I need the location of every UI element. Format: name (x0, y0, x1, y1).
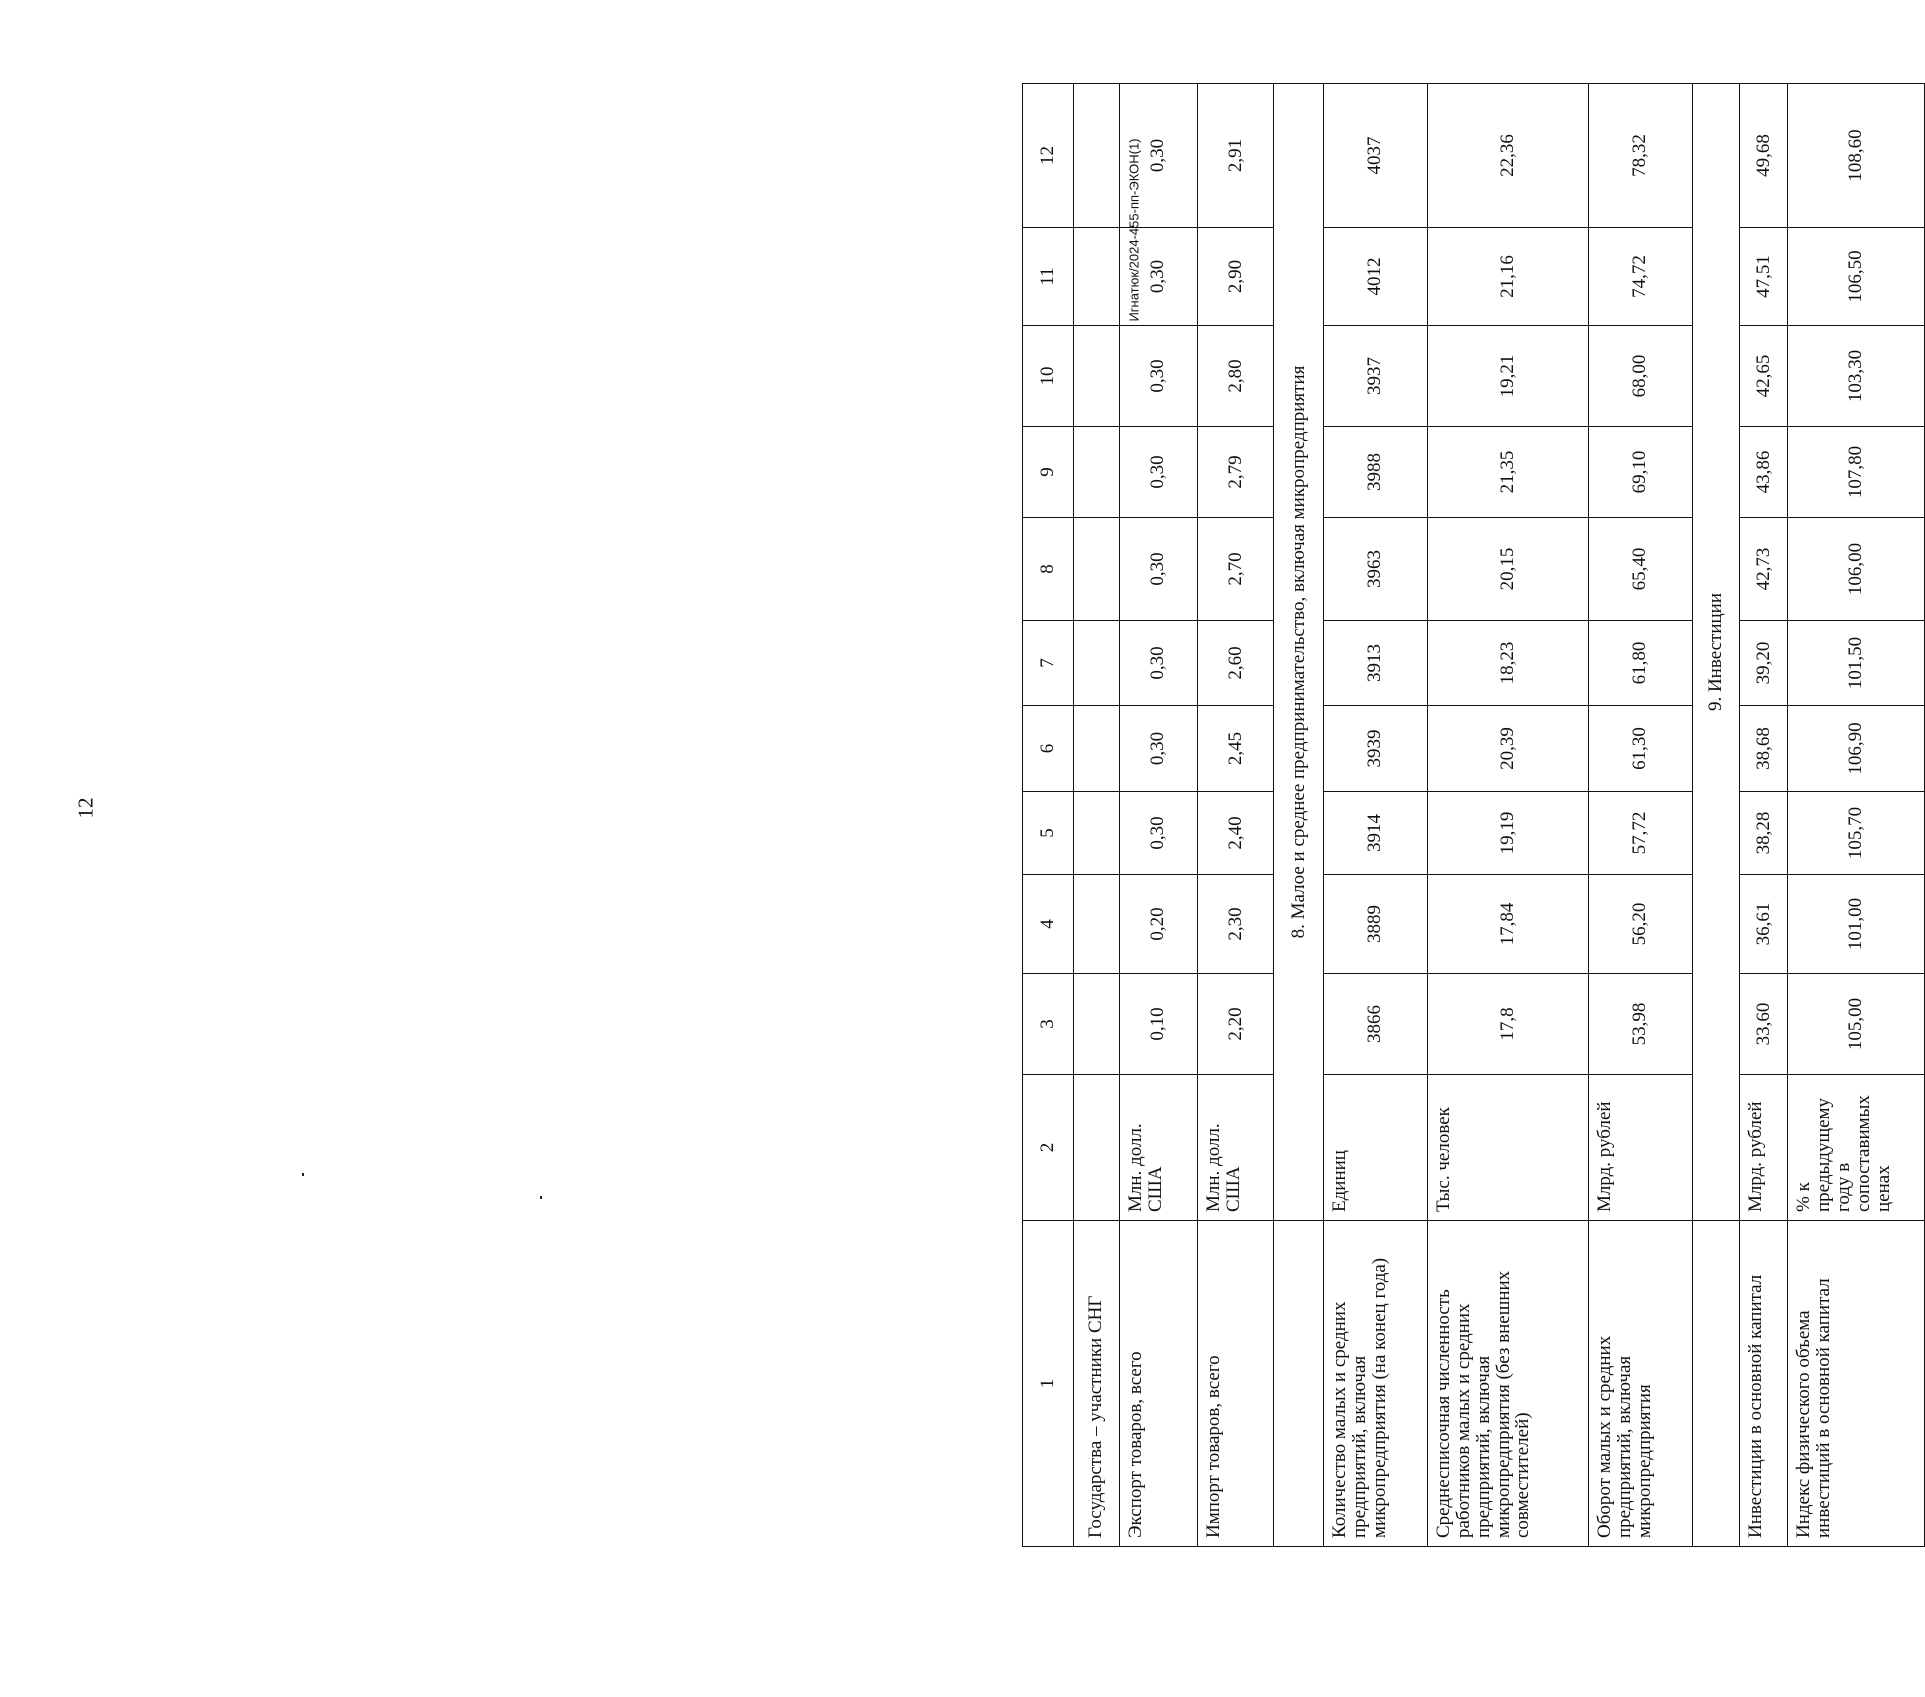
section-title: 8. Малое и среднее предпринимательство, включая микропредприятия (1274, 84, 1324, 1221)
value-cell: 108,60 (1788, 84, 1925, 228)
scan-speck (302, 1173, 304, 1176)
value-cell: 38,68 (1740, 706, 1788, 792)
value-cell: 0,30 (1119, 427, 1197, 518)
value-cell (1073, 974, 1119, 1075)
row-label: Среднесписочная численность работников малых и средних предприятий, включая микропредприятия (без внешних совместителей) (1427, 1221, 1588, 1547)
row-label: Экспорт товаров, всего (1119, 1221, 1197, 1547)
value-cell: 4012 (1324, 228, 1428, 326)
value-cell: 3866 (1324, 974, 1428, 1075)
table-row (1588, 84, 1692, 1547)
value-cell: 43,86 (1740, 427, 1788, 518)
value-cell: 105,00 (1788, 974, 1925, 1075)
value-cell: 101,00 (1788, 875, 1925, 974)
value-cell: 20,39 (1427, 706, 1588, 792)
header-row (1023, 84, 1074, 1547)
value-cell: 0,30 (1119, 792, 1197, 875)
value-cell: 53,98 (1588, 974, 1692, 1075)
value-cell: 47,51 (1740, 228, 1788, 326)
value-cell: 106,50 (1788, 228, 1925, 326)
value-cell (1073, 792, 1119, 875)
row-label: Импорт товаров, всего (1197, 1221, 1274, 1547)
value-cell: 57,72 (1588, 792, 1692, 875)
column-header: 1 (1023, 1221, 1074, 1547)
scan-speck (540, 1196, 542, 1199)
page-number: 12 (73, 797, 98, 819)
value-cell: 65,40 (1588, 518, 1692, 621)
value-cell (1073, 427, 1119, 518)
row-unit: % к предыдущему году в сопоставимых ценах (1788, 1075, 1925, 1221)
value-cell: 36,61 (1740, 875, 1788, 974)
column-header: 9 (1023, 427, 1074, 518)
column-header: 10 (1023, 326, 1074, 427)
value-cell: 2,70 (1197, 518, 1274, 621)
value-cell: 107,80 (1788, 427, 1925, 518)
value-cell: 0,30 (1119, 326, 1197, 427)
column-header: 12 (1023, 84, 1074, 228)
value-cell: 3988 (1324, 427, 1428, 518)
row-unit: Млн. долл. США (1197, 1075, 1274, 1221)
value-cell: 0,30 (1119, 621, 1197, 706)
value-cell: 0,30 (1119, 84, 1197, 228)
table-row (1740, 84, 1788, 1547)
value-cell: 0,30 (1119, 706, 1197, 792)
value-cell: 19,21 (1427, 326, 1588, 427)
table-row (1788, 84, 1925, 1547)
row-unit: Единиц (1324, 1075, 1428, 1221)
value-cell: 21,35 (1427, 427, 1588, 518)
table-row (1324, 84, 1428, 1547)
value-cell: 3913 (1324, 621, 1428, 706)
column-header: 11 (1023, 228, 1074, 326)
value-cell: 33,60 (1740, 974, 1788, 1075)
value-cell: 21,16 (1427, 228, 1588, 326)
value-cell: 39,20 (1740, 621, 1788, 706)
value-cell: 106,00 (1788, 518, 1925, 621)
value-cell (1073, 875, 1119, 974)
value-cell: 3937 (1324, 326, 1428, 427)
value-cell: 105,70 (1788, 792, 1925, 875)
value-cell: 69,10 (1588, 427, 1692, 518)
column-header: 6 (1023, 706, 1074, 792)
row-unit: Млрд. рублей (1588, 1075, 1692, 1221)
value-cell (1073, 326, 1119, 427)
section-title: 9. Инвестиции (1692, 84, 1739, 1221)
value-cell: 42,73 (1740, 518, 1788, 621)
rotated-table-container (1022, 84, 1925, 1547)
value-cell: 2,40 (1197, 792, 1274, 875)
value-cell: 61,30 (1588, 706, 1692, 792)
value-cell: 3914 (1324, 792, 1428, 875)
value-cell: 17,8 (1427, 974, 1588, 1075)
row-unit: Млн. долл. США (1119, 1075, 1197, 1221)
value-cell: 22,36 (1427, 84, 1588, 228)
value-cell: 68,00 (1588, 326, 1692, 427)
section-blank (1274, 1221, 1324, 1547)
value-cell (1073, 518, 1119, 621)
column-header: 8 (1023, 518, 1074, 621)
value-cell: 2,91 (1197, 84, 1274, 228)
value-cell: 2,80 (1197, 326, 1274, 427)
value-cell: 78,32 (1588, 84, 1692, 228)
data-table (1022, 83, 1925, 1547)
value-cell: 3939 (1324, 706, 1428, 792)
row-label: Индекс физического объема инвестиций в основной капитал (1788, 1221, 1925, 1547)
table-row (1073, 84, 1119, 1547)
value-cell: 2,90 (1197, 228, 1274, 326)
section-9-row (1692, 84, 1739, 1547)
row-label: Государства – участники СНГ (1073, 1221, 1119, 1547)
table-row (1119, 84, 1197, 1547)
table-row (1427, 84, 1588, 1547)
value-cell: 0,20 (1119, 875, 1197, 974)
row-label: Инвестиции в основной капитал (1740, 1221, 1788, 1547)
value-cell: 2,20 (1197, 974, 1274, 1075)
value-cell: 2,60 (1197, 621, 1274, 706)
value-cell: 74,72 (1588, 228, 1692, 326)
section-blank (1692, 1221, 1739, 1547)
value-cell (1073, 228, 1119, 326)
value-cell: 49,68 (1740, 84, 1788, 228)
value-cell: 56,20 (1588, 875, 1692, 974)
value-cell: 17,84 (1427, 875, 1588, 974)
column-header: 4 (1023, 875, 1074, 974)
value-cell: 4037 (1324, 84, 1428, 228)
value-cell: 38,28 (1740, 792, 1788, 875)
value-cell: 0,30 (1119, 518, 1197, 621)
value-cell: 19,19 (1427, 792, 1588, 875)
column-header: 7 (1023, 621, 1074, 706)
value-cell: 2,79 (1197, 427, 1274, 518)
value-cell: 103,30 (1788, 326, 1925, 427)
value-cell: 3889 (1324, 875, 1428, 974)
row-unit: Тыс. человек (1427, 1075, 1588, 1221)
row-label: Оборот малых и средних предприятий, включая микропредприятия (1588, 1221, 1692, 1547)
section-8-row (1274, 84, 1324, 1547)
value-cell: 2,45 (1197, 706, 1274, 792)
value-cell (1073, 706, 1119, 792)
value-cell: 61,80 (1588, 621, 1692, 706)
document-code: Игнатюк/2024-455-пп-ЭКОН(1) (1126, 138, 1142, 322)
column-header: 3 (1023, 974, 1074, 1075)
row-unit: Млрд. рублей (1740, 1075, 1788, 1221)
table-row (1197, 84, 1274, 1547)
value-cell: 3963 (1324, 518, 1428, 621)
value-cell (1073, 621, 1119, 706)
row-label: Количество малых и средних предприятий, включая микропредприятия (на конец года) (1324, 1221, 1428, 1547)
value-cell: 0,10 (1119, 974, 1197, 1075)
value-cell: 106,90 (1788, 706, 1925, 792)
column-header: 2 (1023, 1075, 1074, 1221)
value-cell: 20,15 (1427, 518, 1588, 621)
column-header: 5 (1023, 792, 1074, 875)
value-cell: 101,50 (1788, 621, 1925, 706)
value-cell: 0,30 (1119, 228, 1197, 326)
value-cell (1073, 84, 1119, 228)
value-cell: 18,23 (1427, 621, 1588, 706)
value-cell: 42,65 (1740, 326, 1788, 427)
value-cell: 2,30 (1197, 875, 1274, 974)
row-unit (1073, 1075, 1119, 1221)
